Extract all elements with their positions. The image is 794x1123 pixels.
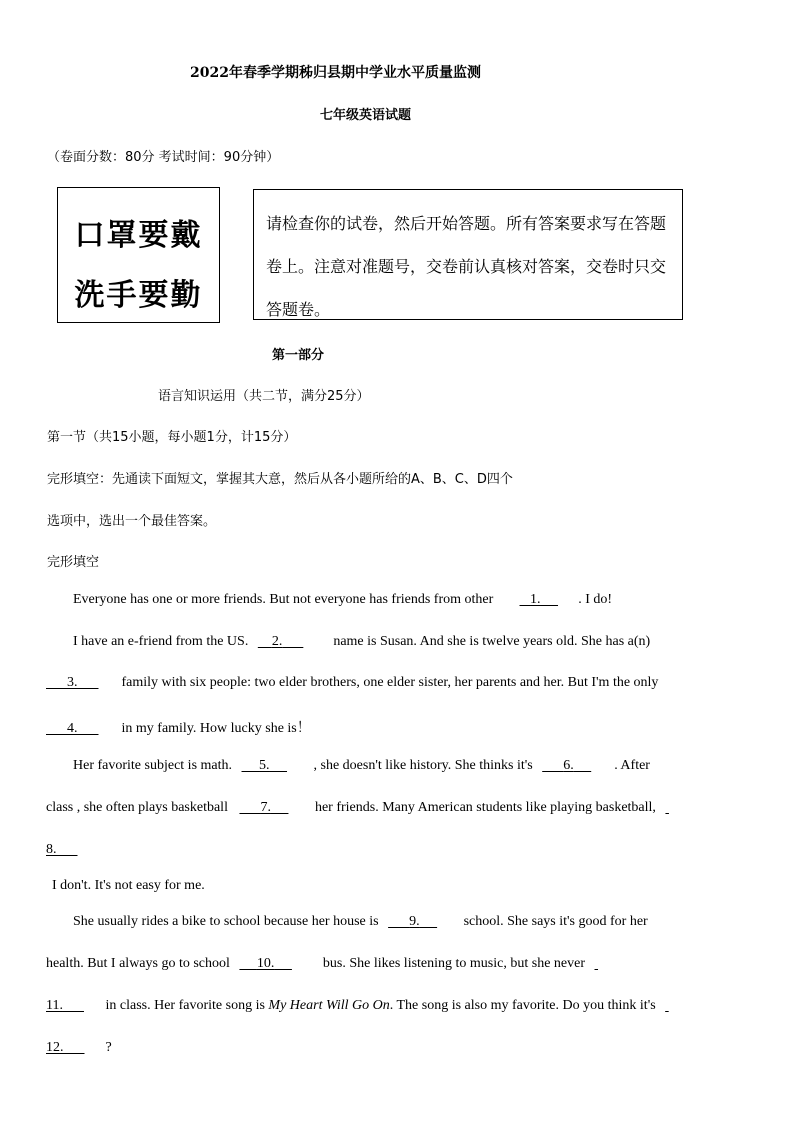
notice-text: 请检查你的试卷，然后开始答题。所有答案要求写在答题卷上。注意对准题号，交卷前认真核对答案，交卷时只交答题卷。 bbox=[266, 214, 667, 319]
blank-number: 10. bbox=[256, 956, 275, 971]
passage-text: family with six people: two elder brothers, one elder sister, her parents and her. But I'm the only bbox=[121, 675, 659, 690]
passage-text: bus. She likes listening to music, but she never bbox=[322, 956, 586, 971]
exam-subtitle: 七年级英语试题 bbox=[320, 108, 412, 123]
part-heading: 第一部分 bbox=[272, 348, 325, 363]
passage-line-7 bbox=[46, 842, 94, 858]
passage-text: I have an e-friend from the US. bbox=[73, 634, 249, 649]
instruction-line-1: 完形填空：先通读下面短文，掌握其大意，然后从各小题所给的A、B、C、D四个 bbox=[47, 472, 513, 487]
passage-text: She usually rides a bike to school because her house is bbox=[73, 914, 379, 929]
blank-number: 1. bbox=[530, 592, 541, 607]
cloze-label: 完形填空 bbox=[47, 555, 100, 570]
blank-12 bbox=[46, 1040, 102, 1056]
passage-line-5 bbox=[73, 758, 650, 774]
blank-number: 6. bbox=[563, 758, 574, 773]
passage-text: . After bbox=[614, 758, 650, 773]
passage-line-9 bbox=[73, 914, 648, 930]
blank-6 bbox=[542, 758, 614, 774]
passage-text: her friends. Many American students like playing basketball, bbox=[314, 800, 656, 815]
slogan-line-1: 口罩要戴 bbox=[74, 218, 203, 253]
blank-11-start bbox=[595, 956, 617, 972]
blank-number: 3. bbox=[67, 675, 78, 690]
blank-number: 8. bbox=[46, 842, 57, 857]
blank-number: 11. bbox=[46, 998, 63, 1013]
passage-line-2 bbox=[73, 634, 650, 650]
passage-text: ? bbox=[105, 1040, 112, 1055]
passage-line-8: I don't. It's not easy for me. bbox=[52, 878, 205, 893]
blank-9 bbox=[388, 914, 460, 930]
blank-11 bbox=[46, 998, 102, 1014]
blank-number: 5. bbox=[259, 758, 270, 773]
passage-text: . The song is also my favorite. Do you think it's bbox=[389, 998, 656, 1013]
passage-line-1 bbox=[73, 592, 612, 608]
blank-10 bbox=[239, 956, 319, 972]
passage-text: name is Susan. And she is twelve years old. She has a(n) bbox=[333, 634, 651, 649]
slogan-box bbox=[57, 187, 220, 323]
blank-12-start bbox=[665, 998, 671, 1014]
section-1-heading: 第一节（共15小题，每小题1分，计15分） bbox=[47, 430, 297, 445]
instruction-line-2: 选项中，选出一个最佳答案。 bbox=[47, 514, 217, 529]
passage-line-11 bbox=[46, 998, 671, 1014]
passage-line-12 bbox=[46, 1040, 112, 1056]
exam-title: 2022年春季学期秭归县期中学业水平质量监测 bbox=[190, 65, 481, 81]
passage-text: Everyone has one or more friends. But not everyone has friends from other bbox=[73, 592, 494, 607]
blank-5 bbox=[242, 758, 314, 774]
passage-line-6 bbox=[46, 800, 675, 816]
notice-box bbox=[253, 189, 683, 320]
passage-text: school. She says it's good for her bbox=[463, 914, 648, 929]
passage-text: health. But I always go to school bbox=[46, 956, 230, 971]
blank-number: 7. bbox=[260, 800, 271, 815]
blank-number: 4. bbox=[67, 721, 78, 736]
song-title: My Heart Will Go On bbox=[268, 998, 390, 1013]
passage-text: . I do! bbox=[578, 592, 613, 607]
passage-text: in class. Her favorite song is bbox=[105, 998, 265, 1013]
blank-2 bbox=[258, 634, 330, 650]
blank-number: 12. bbox=[46, 1040, 64, 1055]
blank-number: 9. bbox=[409, 914, 420, 929]
blank-3 bbox=[46, 675, 118, 691]
passage-line-3 bbox=[46, 675, 658, 691]
blank-7 bbox=[239, 800, 311, 816]
passage-line-10 bbox=[46, 956, 617, 972]
blank-number: 2. bbox=[271, 634, 283, 649]
passage-text: class , she often plays basketball bbox=[46, 800, 228, 815]
passage-line-4 bbox=[46, 717, 311, 737]
exam-info: （卷面分数：80分 考试时间：90分钟） bbox=[47, 150, 280, 165]
blank-1 bbox=[503, 592, 575, 608]
blank-8-start bbox=[665, 800, 675, 816]
section-title: 语言知识运用（共二节，满分25分） bbox=[158, 389, 370, 404]
passage-text: Her favorite subject is math. bbox=[73, 758, 233, 773]
passage-text: , she doesn't like history. She thinks it's bbox=[313, 758, 533, 773]
slogan-line-2: 洗手要勤 bbox=[74, 278, 203, 313]
blank-4 bbox=[46, 721, 118, 737]
blank-8 bbox=[46, 842, 94, 858]
passage-text: in my family. How lucky she is！ bbox=[121, 721, 311, 736]
